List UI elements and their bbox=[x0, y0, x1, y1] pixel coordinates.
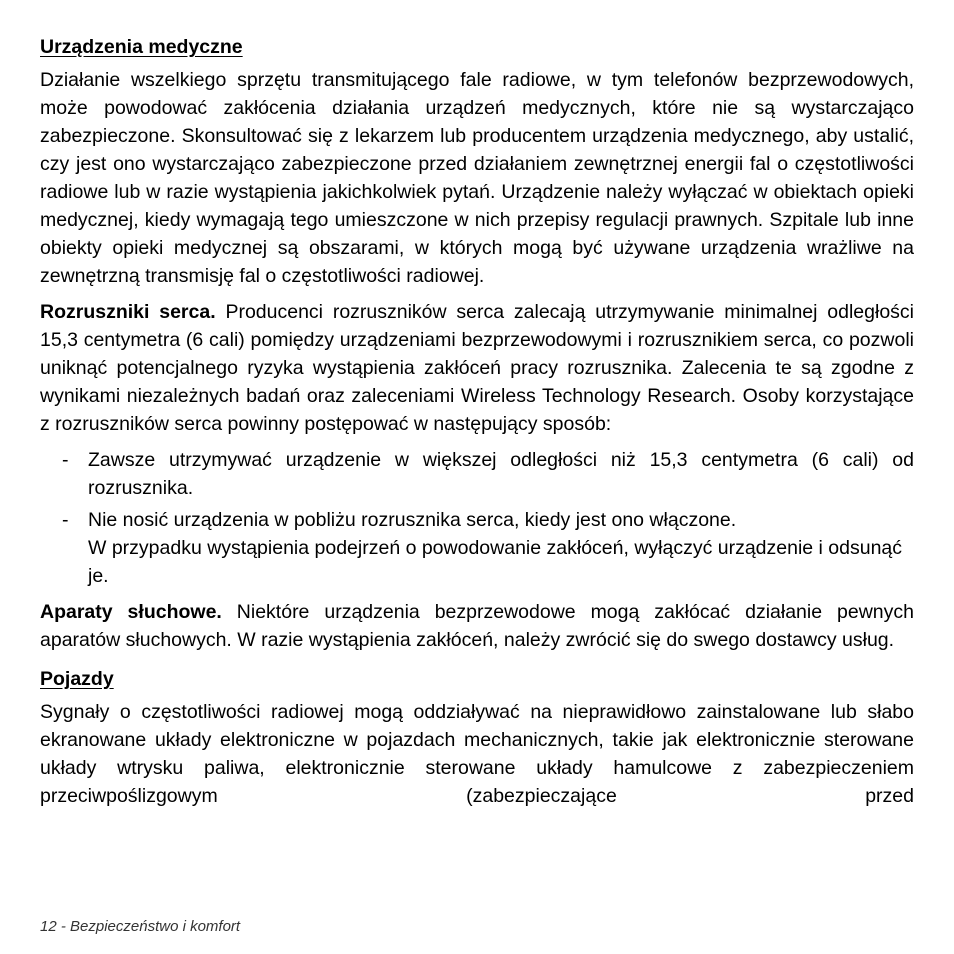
list-item-text: Nie nosić urządzenia w pobliżu rozrusznika serca, kiedy jest ono włączone. bbox=[88, 509, 737, 531]
pacemakers-paragraph bbox=[40, 298, 914, 438]
list-dash: - bbox=[62, 509, 69, 531]
hearing-aids-lead: Aparaty słuchowe. bbox=[40, 601, 222, 623]
document-page bbox=[40, 34, 914, 818]
list-item bbox=[40, 446, 914, 502]
medical-devices-paragraph: Działanie wszelkiego sprzętu transmitującego fale radiowe, w tym telefonów bezprzewodowych, może powodować zakłócenia działania urządzeń medycznych, które nie są wystarczająco zabezpieczone. Skonsultować się z lekarzem lub producentem urządzenia medycznego, aby ustalić, czy jest ono wystarczająco zabezpieczone przed działaniem zewnętrznej energii fal o częstotliwości radiowe lub w razie wystąpienia jakichkolwiek pytań. Urządzenie należy wyłączać w obiektach opieki medycznej, kiedy wymagają tego umieszczone w nich przepisy regulacji prawnych. Szpitale lub inne obiekty opieki medycznej są obszarami, w których mogą być używane urządzenia wrażliwe na zewnętrzną transmisję fal o częstotliwości radiowej. bbox=[40, 69, 914, 287]
vehicles-paragraph: Sygnały o częstotliwości radiowej mogą oddziaływać na nieprawidłowo zainstalowane lub słabo ekranowane układy elektroniczne w pojazdach mechanicznych, takie jak elektronicznie sterowane układy wtrysku paliwa, elektronicznie sterowane układy hamulcowe z zabezpieczeniem przeciwpoślizgowym (zabezpieczające przed bbox=[40, 701, 914, 807]
pacemakers-text: Producenci rozruszników serca zalecają utrzymywanie minimalnej odległości 15,3 centymetra (6 cali) pomiędzy urządzeniami bezprzewodowymi i rozrusznikiem serca, co pozwoli uniknąć potencjalnego ryzyka wystąpienia zakłóceń pracy rozrusznika. Zalecenia te są zgodne z wynikami niezależnych badań oraz zaleceniami Wireless Technology Research. Osoby korzystające z rozruszników serca powinny postępować w następujący sposób: bbox=[40, 301, 915, 435]
hearing-aids-text: Niektóre urządzenia bezprzewodowe mogą zakłócać działanie pewnych aparatów słuchowych. W razie wystąpienia zakłóceń, należy zwrócić się do swego dostawcy usług. bbox=[40, 601, 914, 651]
pacemaker-instructions-list bbox=[40, 446, 914, 590]
section-heading-medical-devices: Urządzenia medyczne bbox=[40, 36, 243, 58]
pacemakers-lead: Rozruszniki serca. bbox=[40, 301, 216, 323]
page-footer: 12 - Bezpieczeństwo i komfort bbox=[40, 918, 241, 935]
list-item-continuation: W przypadku wystąpienia podejrzeń o powodowanie zakłóceń, wyłączyć urządzenie i odsunąć je. bbox=[88, 537, 903, 587]
section-heading-vehicles: Pojazdy bbox=[40, 668, 114, 690]
list-item bbox=[40, 506, 914, 590]
hearing-aids-paragraph bbox=[40, 598, 914, 654]
list-dash: - bbox=[62, 449, 69, 471]
list-item-text: Zawsze utrzymywać urządzenie w większej odległości niż 15,3 centymetra (6 cali) od rozrusznika. bbox=[88, 449, 914, 499]
